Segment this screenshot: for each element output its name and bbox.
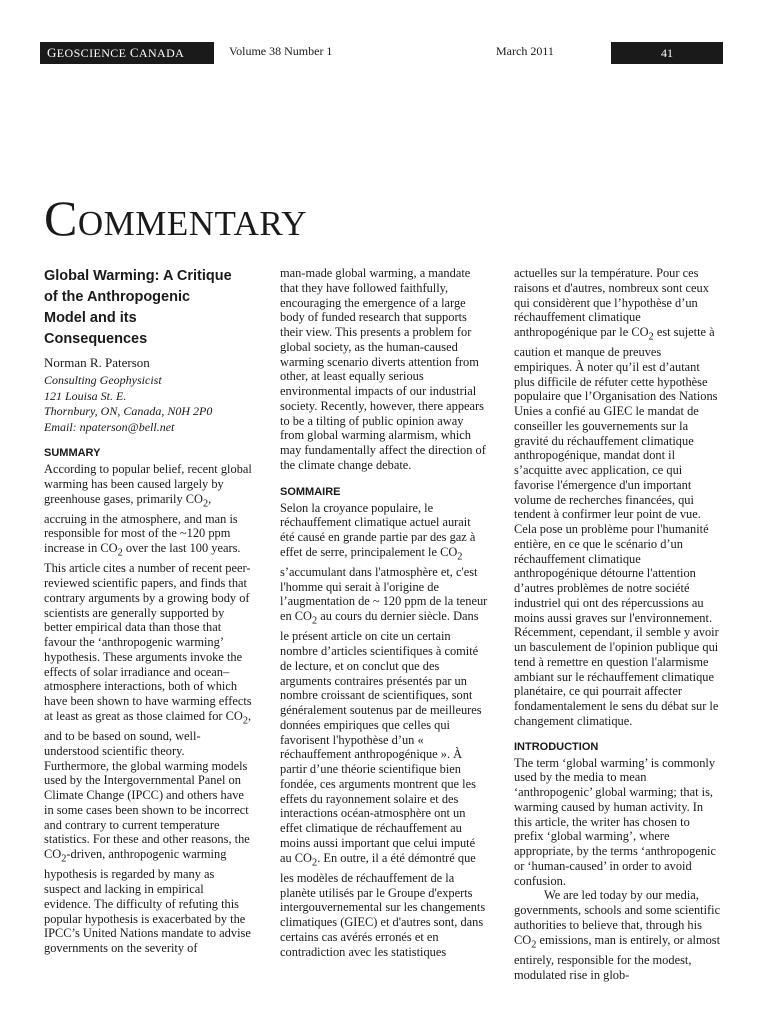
section-heading: Commentary	[44, 190, 308, 246]
affiliation-line: Thornbury, ON, Canada, N0H 2P0	[44, 404, 213, 418]
journal-word: ANADA	[138, 46, 185, 60]
summary-paragraph-continued: man-made global warming, a mandate that they have followed faithfully, encouraging the emergence of a large body of funded research that supports their view. This presents a problem for global society, as the human-caused warming scenario diverts attention from other, at least equally serious environmental impacts of our industrial society. Recently, however, there appears to be a tilting of public opinion away from global warming alarmism, which may fundamentally affect the direction of the climate change debate.	[280, 266, 486, 472]
issue-date: March 2011	[496, 44, 554, 58]
journal-initial: C	[129, 45, 139, 60]
introduction-heading: INTRODUCTION	[514, 740, 599, 753]
introduction-paragraph: The term ‘global warming’ is commonly used by the media to mean ‘anthropogenic’ global warming; that is, warming caused by human activity. In this article, the writer has chosen to prefix ‘global warming’, where appropriate, by the terms ‘anthropogenic or ‘human-caused’ in order to avoid confusion.	[514, 755, 716, 888]
summary-paragraph: According to popular belief, recent global warming has been caused largely by greenhouse gases, primarily $CO_2$, accruing in the atmosphere, and man is responsible for most of the ~120 ppm increase in $CO_2$ over the last 100 years. This article cites a number of recent peer-reviewed scientific papers, and finds that contrary arguments by a growing body of scientists are generally supported by better empirical data than those that favour the ‘anthropogenic warming’ hypothesis. These arguments invoke the effects of solar irradiance and ocean–atmosphere interactions, both of which have been shown to have warming effects at least as great as those claimed for $CO_2$, and to be based on sound, well-understood scientific theory. Furthermore, the global warming models used by the Intergovernmental Panel on Climate Change (IPCC) and others have in some cases been shown to be incorrect and contrary to current temperature statistics. For these and other reasons, the $CO_2$-driven, anthropogenic warming hypothesis is regarded by many as suspect and lacking in empirical evidence. The difficulty of refuting this popular hypothesis is exacerbated by the IPCC’s United Nations mandate to advise governments on the severity of	[44, 462, 252, 956]
journal-name	[40, 42, 214, 64]
author-name: Norman R. Paterson	[44, 355, 150, 370]
sommaire-paragraph-continued: actuelles sur la température. Pour ces raisons et d'autres, nombreux sont ceux qui considèrent que l’hypothèse d’un réchauffement climatique anthropogénique par le $CO_2$ est sujette à caution et manque de preuves empiriques. À noter qu’il est d’autant plus difficile de réfuter cette hypothèse populaire que l’Organisation des Nations Unies a confié au GIEC le mandat de conseiller les gouvernements sur la gravité du réchauffement climatique anthropogénique, mandat dont il s’acquitte avec application, ce qui favorise l'émergence d'un important volume de recherches financées, qui tendent à confirmer leur point de vue. Cela pose un problème pour l'humanité entière, en ce que le scénario d’un réchauffement climatique anthropogénique détourne l'attention d’autres problèmes de notre société industriel qui ont des répercussions au moins aussi graves sur l'environnement. Récemment, cependant, il semble y avoir un basculement de l'opinion publique qui tend à remettre en question l'alarmisme ambiant sur le réchauffement climatique planétaire, ce qui pourrait affecter fondamentalement le sens du débat sur le changement climatique.	[514, 266, 719, 728]
summary-heading: SUMMARY	[44, 447, 101, 459]
article-title	[44, 266, 252, 350]
sommaire-heading: SOMMAIRE	[280, 485, 341, 498]
author-affiliation	[44, 373, 252, 435]
affiliation-line: Consulting Geophysicist	[44, 373, 162, 387]
column-3	[514, 266, 722, 982]
sommaire-paragraph: Selon la croyance populaire, le réchauffement climatique actuel aurait été causé en grande partie par des gaz à effet de serre, principalement le $CO_2$ s’accumulant dans l'atmosphère et, c'est l'homme qui serait à l'origine de l’augmentation de ~ 120 ppm de la teneur en $CO_2$ au cours du dernier siècle. Dans le présent article on cite un certain nombre d’articles scientifiques à comité de lecture, et on conclut que des arguments contraires présentés par un nombre croissant de scientifiques, sont généralement soutenus par de meilleures données empiriques que celles qui favorisent l'hypothèse d’un « réchauffement anthropogénique ». À partir d’une théorie scientifique bien fondée, ces arguments montrent que les effets du rayonnement solaire et des interactions océan-atmosphère ont un effet climatique de réchauffement au moins aussi important que celui imputé au $CO_2$. En outre, il a été démontré que les modèles de réchauffement de la planète utilisés par le Groupe d'experts intergouvernemental sur les changements climatiques (GIEC) et d'autres sont, dans certains cas avérés erronés et en contradiction avec les statistiques	[280, 500, 488, 959]
title-line: Global Warming: A Critique	[44, 268, 232, 284]
journal-initial: G	[47, 45, 57, 60]
affiliation-line: 121 Louisa St. E.	[44, 388, 127, 403]
introduction-paragraph: We are led today by our media, governments, schools and some scientific authorities to believe that, through his $CO_2$ emissions, man is entirely, or almost entirely, responsible for the modest, modulated rise in glob-	[514, 888, 721, 982]
title-line: of the Anthropogenic	[44, 289, 191, 305]
journal-word: EOSCIENCE	[56, 46, 127, 60]
title-line: Consequences	[44, 331, 148, 347]
column-1	[44, 266, 252, 956]
issue-number: Volume 38 Number 1	[229, 44, 333, 58]
page-number: 41	[611, 42, 723, 64]
affiliation-line: Email: npaterson@bell.net	[44, 419, 175, 434]
title-line: Model and its	[44, 310, 137, 326]
column-2	[280, 266, 488, 959]
